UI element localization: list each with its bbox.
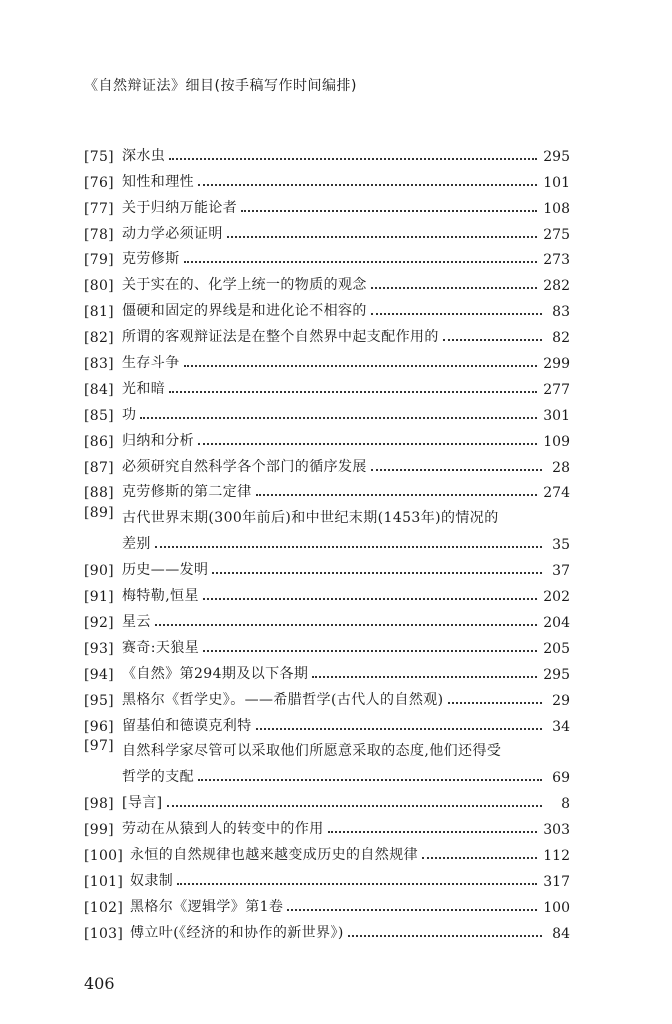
toc-entry <box>84 553 570 579</box>
dot-leader <box>167 804 542 807</box>
dot-leader <box>312 675 537 678</box>
toc-entry <box>84 812 570 838</box>
entry-page: 8 <box>561 796 570 813</box>
dot-leader <box>371 286 537 289</box>
entry-title: 自然科学家尽管可以采取他们所愿意采取的态度,他们还得受 <box>122 743 502 760</box>
page-number: 406 <box>84 974 115 993</box>
dot-leader <box>140 416 537 419</box>
entry-page: 299 <box>543 356 570 373</box>
dot-leader <box>256 493 538 496</box>
entry-title: 僵硬和固定的界线是和进化论不相容的 <box>122 303 367 320</box>
entry-number: [80] <box>84 278 114 295</box>
entry-page: 84 <box>552 925 570 942</box>
dot-leader <box>184 364 538 367</box>
entry-title: 赛奇:天狼星 <box>122 639 200 656</box>
entry-title: 必须研究自然科学各个部门的循序发展 <box>122 458 367 475</box>
toc-entry <box>84 735 570 787</box>
entry-number: [103] <box>84 925 124 942</box>
toc-entry <box>84 916 570 942</box>
entry-number: [90] <box>84 563 114 580</box>
dot-leader <box>177 882 537 885</box>
entry-page: 82 <box>552 330 570 347</box>
entry-number: [91] <box>84 589 114 606</box>
entry-title: 所谓的客观辩证法是在整个自然界中起支配作用的 <box>122 329 439 346</box>
entry-title: 奴隶制 <box>130 872 174 889</box>
entry-page: 205 <box>543 640 570 657</box>
entry-title: 深水虫 <box>122 147 166 164</box>
dot-leader <box>155 545 542 548</box>
toc-entry <box>84 320 570 346</box>
entry-title: 历史——发明 <box>122 562 209 579</box>
entry-page: 301 <box>543 407 570 424</box>
dot-leader <box>212 571 542 574</box>
dot-leader <box>198 183 537 186</box>
dot-leader <box>198 442 537 445</box>
entry-number: [76] <box>84 174 114 191</box>
entry-page: 202 <box>543 589 570 606</box>
entry-page: 317 <box>543 873 570 890</box>
entry-number: [87] <box>84 459 114 476</box>
entry-title: [导言] <box>122 795 163 812</box>
entry-number: [84] <box>84 381 114 398</box>
entry-number: [86] <box>84 433 114 450</box>
entry-title: 梅特勒,恒星 <box>122 588 199 605</box>
entry-title: 哲学的支配 <box>122 769 194 786</box>
entry-title: 黑格尔《哲学史》。——希腊哲学(古代人的自然观) <box>122 691 444 708</box>
entry-number: [94] <box>84 666 114 683</box>
toc-entry <box>84 398 570 424</box>
dot-leader <box>169 157 537 160</box>
toc-entry <box>84 864 570 890</box>
dot-leader <box>328 830 538 833</box>
running-header: 《自然辩证法》细目(按手稿写作时间编排) <box>84 78 357 94</box>
toc-entry <box>84 243 570 269</box>
entry-number: [81] <box>84 304 114 321</box>
entry-number: [85] <box>84 407 114 424</box>
toc-entry <box>84 139 570 165</box>
dot-leader <box>184 260 538 263</box>
entry-number: [93] <box>84 640 114 657</box>
entry-page: 35 <box>552 537 570 554</box>
entry-title: 《自然》第294期及以下各期 <box>122 665 309 682</box>
toc-entry <box>84 683 570 709</box>
toc-entry <box>84 294 570 320</box>
entry-title: 差别 <box>122 536 151 553</box>
entry-title: 动力学必须证明 <box>122 225 223 242</box>
dot-leader <box>227 235 537 238</box>
toc-entry <box>84 217 570 243</box>
toc-entry <box>84 372 570 398</box>
entry-title: 留基伯和德谟克利特 <box>122 717 252 734</box>
entry-page: 277 <box>543 381 570 398</box>
entry-title: 克劳修斯的第二定律 <box>122 484 252 501</box>
entry-page: 295 <box>543 148 570 165</box>
entry-number: [88] <box>84 485 114 502</box>
dot-leader <box>443 338 542 341</box>
entry-number: [96] <box>84 718 114 735</box>
dot-leader <box>448 701 542 704</box>
entry-title: 关于归纳万能论者 <box>122 199 238 216</box>
entry-page: 29 <box>552 692 570 709</box>
entry-title: 知性和理性 <box>122 173 194 190</box>
toc-entry <box>84 657 570 683</box>
entry-page: 282 <box>543 278 570 295</box>
toc-entry <box>84 268 570 294</box>
toc-entry <box>84 838 570 864</box>
dot-leader <box>348 934 542 937</box>
entry-number: [82] <box>84 330 114 347</box>
entry-number: [100] <box>84 847 124 864</box>
toc-entry <box>84 424 570 450</box>
entry-number: [98] <box>84 796 114 813</box>
entry-page: 108 <box>543 200 570 217</box>
entry-page: 274 <box>543 485 570 502</box>
entry-title: 傅立叶(《经济的和协作的新世界》) <box>130 924 344 941</box>
toc-entry <box>84 450 570 476</box>
dot-leader <box>371 468 542 471</box>
toc-entry <box>84 165 570 191</box>
entry-title: 克劳修斯 <box>122 251 180 268</box>
entry-page: 109 <box>543 433 570 450</box>
toc-entry <box>84 890 570 916</box>
entry-number: [78] <box>84 226 114 243</box>
dot-leader <box>371 312 542 315</box>
entry-page: 112 <box>543 847 570 864</box>
toc-entry <box>84 501 570 553</box>
dot-leader <box>203 649 537 652</box>
toc-entry <box>84 476 570 502</box>
toc-entry <box>84 605 570 631</box>
entry-number: [99] <box>84 822 114 839</box>
dot-leader <box>155 623 537 626</box>
toc-entry <box>84 579 570 605</box>
entry-number: [102] <box>84 899 124 916</box>
entry-page: 83 <box>552 304 570 321</box>
toc-entry <box>84 191 570 217</box>
dot-leader <box>287 908 537 911</box>
entry-title: 劳动在从猿到人的转变中的作用 <box>122 821 324 838</box>
entry-page: 37 <box>552 563 570 580</box>
entry-number: [97] <box>84 738 114 755</box>
entry-number: [92] <box>84 614 114 631</box>
dot-leader <box>198 778 542 781</box>
entry-title: 光和暗 <box>122 380 166 397</box>
entry-number: [75] <box>84 148 114 165</box>
entry-page: 69 <box>552 770 570 787</box>
toc-entry <box>84 631 570 657</box>
toc-entry <box>84 709 570 735</box>
entry-title: 功 <box>122 406 137 423</box>
table-of-contents <box>84 139 570 942</box>
entry-number: [77] <box>84 200 114 217</box>
entry-page: 100 <box>543 899 570 916</box>
entry-number: [79] <box>84 252 114 269</box>
entry-number: [83] <box>84 356 114 373</box>
dot-leader <box>203 597 537 600</box>
entry-title: 星云 <box>122 613 151 630</box>
entry-title: 黑格尔《逻辑学》第1卷 <box>130 898 284 915</box>
entry-title: 归纳和分析 <box>122 432 194 449</box>
entry-page: 34 <box>552 718 570 735</box>
entry-page: 204 <box>543 614 570 631</box>
entry-number: [101] <box>84 873 124 890</box>
entry-title: 永恒的自然规律也越来越变成历史的自然规律 <box>130 846 418 863</box>
entry-page: 101 <box>543 174 570 191</box>
toc-entry <box>84 346 570 372</box>
dot-leader <box>422 856 537 859</box>
entry-page: 295 <box>543 666 570 683</box>
entry-title: 生存斗争 <box>122 355 180 372</box>
entry-title: 古代世界末期(300年前后)和中世纪末期(1453年)的情况的 <box>122 510 499 527</box>
entry-number: [89] <box>84 505 114 522</box>
toc-entry <box>84 786 570 812</box>
entry-page: 275 <box>543 226 570 243</box>
entry-page: 273 <box>543 252 570 269</box>
entry-number: [95] <box>84 692 114 709</box>
dot-leader <box>256 727 542 730</box>
entry-page: 303 <box>543 822 570 839</box>
entry-title: 关于实在的、化学上统一的物质的观念 <box>122 277 367 294</box>
dot-leader <box>169 390 537 393</box>
entry-page: 28 <box>552 459 570 476</box>
dot-leader <box>241 209 537 212</box>
